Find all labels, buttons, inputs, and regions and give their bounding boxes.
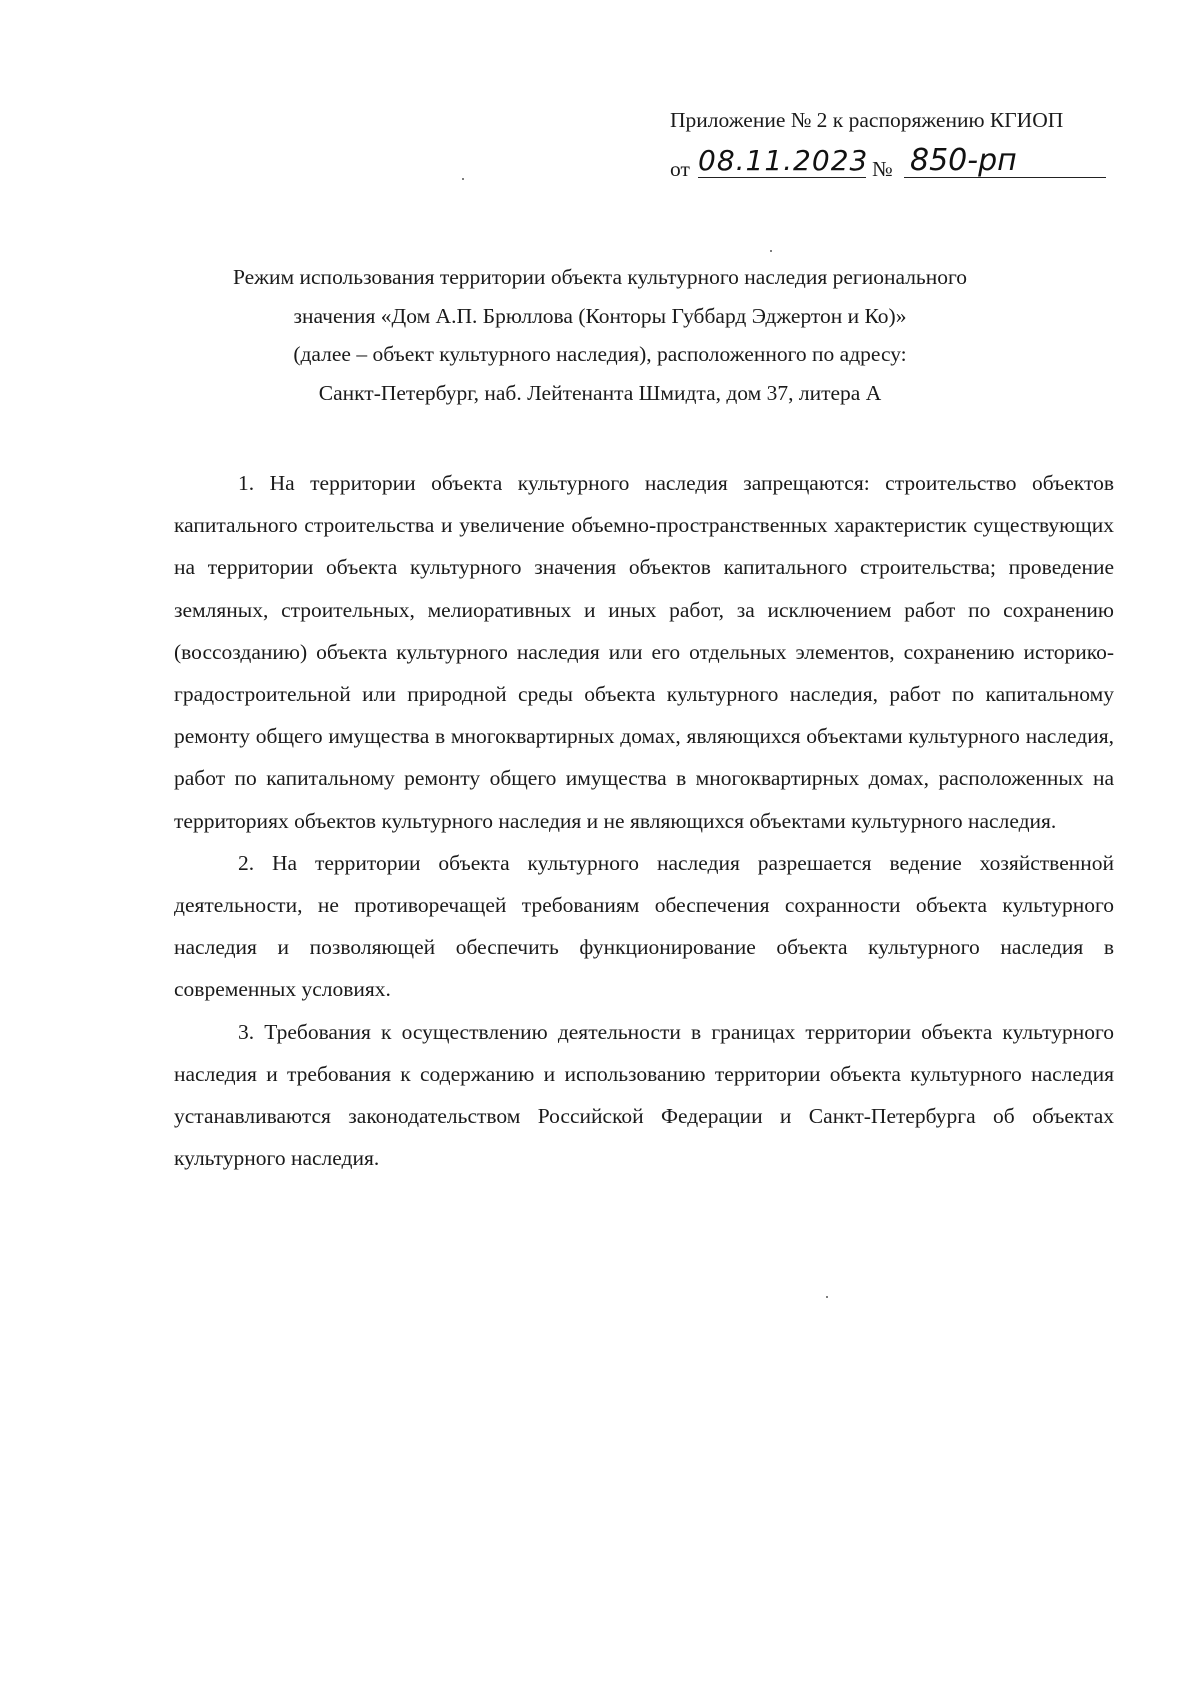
paragraph-1: 1. На территории объекта культурного наследия запрещаются: строительство объектов капитального строительства и увеличение объемно-пространственных характеристик существующих на территории объекта культурного значения объектов капитального строительства; проведение земляных, строительных, мелиоративных и иных работ, за исключением работ по сохранению (воссозданию) объекта культурного наследия или его отдельных элементов, сохранению историко-градостроительной или природной среды объекта культурного наследия, работ по капитальному ремонту общего имущества в многоквартирных домах, являющихся объектами культурного наследия, работ по капитальному ремонту общего имущества в многоквартирных домах, расположенных на территориях объектов культурного наследия и не являющихся объектами культурного наследия. (174, 471, 1114, 833)
scan-speck (770, 250, 772, 252)
title-line: (далее – объект культурного наследия), расположенного по адресу: (293, 342, 907, 366)
document-title (150, 258, 1050, 412)
from-label: от (670, 157, 690, 181)
title-line: Санкт-Петербург, наб. Лейтенанта Шмидта, дом 37, литера А (318, 380, 882, 405)
number-sign: № (872, 157, 893, 181)
scan-speck (826, 1296, 828, 1298)
document-body (174, 462, 1114, 1179)
paragraph-2: 2. На территории объекта культурного наследия разрешается ведение хозяйственной деятельности, не противоречащей требованиям обеспечения сохранности объекта культурного наследия и позволяющей обеспечить функционирование объекта культурного наследия в современных условиях. (174, 850, 1114, 1002)
appendix-header (670, 108, 1140, 187)
title-line: значения «Дом А.П. Брюллова (Конторы Губбард Эджертон и Ко)» (293, 303, 907, 328)
order-date-number (670, 143, 1140, 187)
appendix-reference: Приложение № 2 к распоряжению КГИОП (670, 108, 1064, 132)
order-number: 850-рп (904, 147, 1106, 178)
paragraph-3: 3. Требования к осуществлению деятельности в границах территории объекта культурного наследия и требования к содержанию и использованию территории объекта культурного наследия устанавливаются законодательством Российской Федерации и Санкт-Петербурга об объектах культурного наследия. (174, 1019, 1114, 1171)
title-line: Режим использования территории объекта культурного наследия регионального (232, 265, 968, 289)
scan-speck (462, 178, 464, 180)
order-date: 08.11.2023 (698, 144, 869, 177)
